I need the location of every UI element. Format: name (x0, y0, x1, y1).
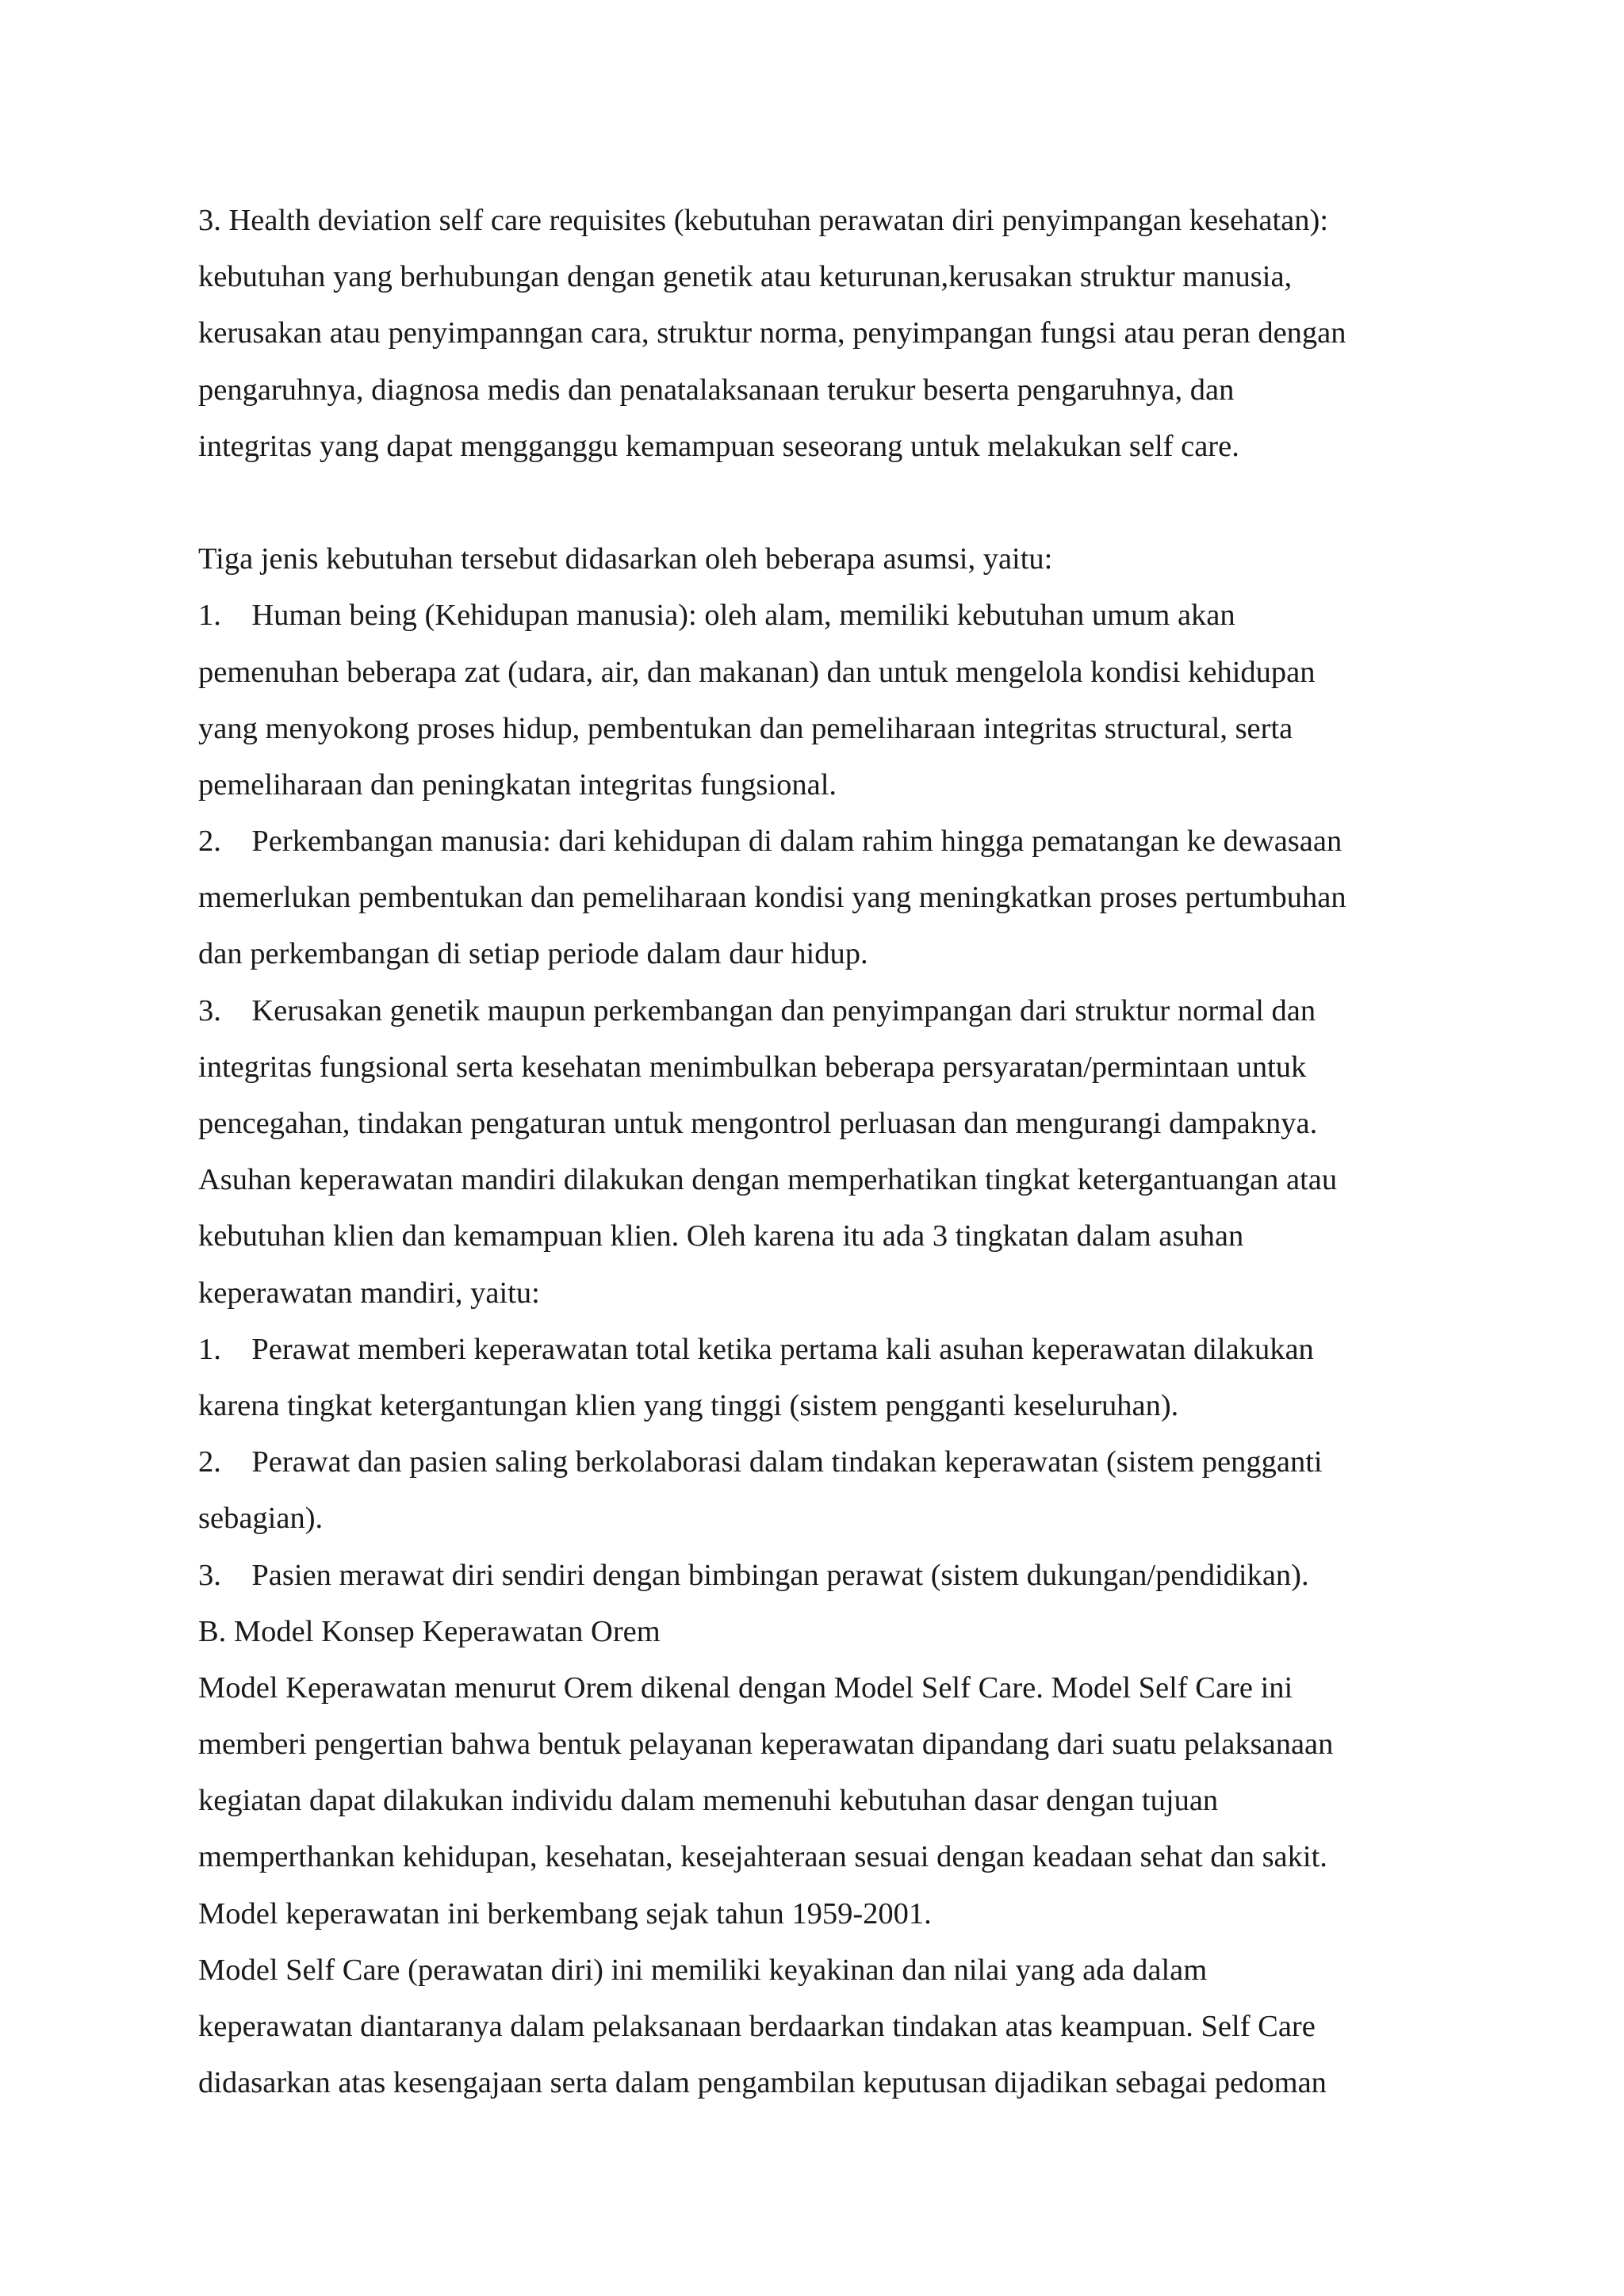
paragraph-line: integritas fungsional serta kesehatan menimbulkan beberapa persyaratan/permintaan untuk (198, 1050, 1307, 1084)
paragraph-line: memperthankan kehidupan, kesehatan, kesejahteraan sesuai dengan keadaan sehat dan sakit. (198, 1840, 1327, 1874)
paragraph-line: memerlukan pembentukan dan pemeliharaan kondisi yang meningkatkan proses pertumbuhan (198, 881, 1346, 915)
paragraph-line: pencegahan, tindakan pengaturan untuk mengontrol perluasan dan mengurangi dampaknya. (198, 1107, 1318, 1140)
paragraph-line: Model Keperawatan menurut Orem dikenal dengan Model Self Care. Model Self Care ini (198, 1670, 1293, 1705)
paragraph-line: kegiatan dapat dilakukan individu dalam memenuhi kebutuhan dasar dengan tujuan (198, 1784, 1219, 1818)
paragraph-line: Asuhan keperawatan mandiri dilakukan dengan memperhatikan tingkat ketergantuangan atau (198, 1163, 1338, 1197)
blank-line (198, 475, 1467, 531)
document-body (198, 193, 1467, 2111)
list-item-line: 3. Pasien merawat diri sendiri dengan bimbingan perawat (sistem dukungan/pendidikan). (198, 1558, 1309, 1592)
paragraph-line: kebutuhan klien dan kemampuan klien. Oleh karena itu ada 3 tingkatan dalam asuhan (198, 1219, 1244, 1253)
list-item-line: 3. Kerusakan genetik maupun perkembangan dan penyimpangan dari struktur normal dan (198, 993, 1316, 1027)
list-item-line: 1. Human being (Kehidupan manusia): oleh alam, memiliki kebutuhan umum akan (198, 599, 1235, 633)
paragraph-line: kerusakan atau penyimpanngan cara, struktur norma, penyimpangan fungsi atau peran dengan (198, 316, 1346, 350)
list-item-line: 2. Perawat dan pasien saling berkolaborasi dalam tindakan keperawatan (sistem pengganti (198, 1445, 1323, 1479)
paragraph-line: sebagian). (198, 1502, 324, 1536)
list-item-line: 1. Perawat memberi keperawatan total ketika pertama kali asuhan keperawatan dilakukan (198, 1332, 1314, 1366)
paragraph-line: kebutuhan yang berhubungan dengan genetik atau keturunan,kerusakan struktur manusia, (198, 260, 1293, 294)
paragraph-line: dan perkembangan di setiap periode dalam daur hidup. (198, 937, 868, 971)
paragraph-line: keperawatan mandiri, yaitu: (198, 1276, 540, 1310)
paragraph-line: integritas yang dapat mengganggu kemampuan seseorang untuk melakukan self care. (198, 429, 1239, 463)
paragraph-line: keperawatan diantaranya dalam pelaksanaan berdaarkan tindakan atas keampuan. Self Care (198, 2010, 1316, 2043)
paragraph-line: yang menyokong proses hidup, pembentukan dan pemeliharaan integritas structural, serta (198, 711, 1293, 745)
paragraph-line: Model Self Care (perawatan diri) ini memiliki keyakinan dan nilai yang ada dalam (198, 1953, 1208, 1987)
paragraph-line: pemeliharaan dan peningkatan integritas fungsional. (198, 767, 837, 802)
paragraph-line: 3. Health deviation self care requisites (kebutuhan perawatan diri penyimpangan kesehatan): (198, 204, 1329, 237)
paragraph-line: karena tingkat ketergantungan klien yang tinggi (sistem pengganti keseluruhan). (198, 1388, 1179, 1422)
paragraph-line: Model keperawatan ini berkembang sejak tahun 1959-2001. (198, 1896, 932, 1931)
section-heading: B. Model Konsep Keperawatan Orem (198, 1614, 661, 1648)
list-item-line: 2. Perkembangan manusia: dari kehidupan di dalam rahim hingga pematangan ke dewasaan (198, 825, 1342, 859)
paragraph-line: pemenuhan beberapa zat (udara, air, dan makanan) dan untuk mengelola kondisi kehidupan (198, 655, 1316, 689)
paragraph-line: didasarkan atas kesengajaan serta dalam pengambilan keputusan dijadikan sebagai pedoman (198, 2066, 1327, 2100)
paragraph-line: memberi pengertian bahwa bentuk pelayanan keperawatan dipandang dari suatu pelaksanaan (198, 1728, 1334, 1762)
paragraph-line: Tiga jenis kebutuhan tersebut didasarkan oleh beberapa asumsi, yaitu: (198, 542, 1053, 576)
paragraph-line: pengaruhnya, diagnosa medis dan penatalaksanaan terukur beserta pengaruhnya, dan (198, 373, 1235, 407)
